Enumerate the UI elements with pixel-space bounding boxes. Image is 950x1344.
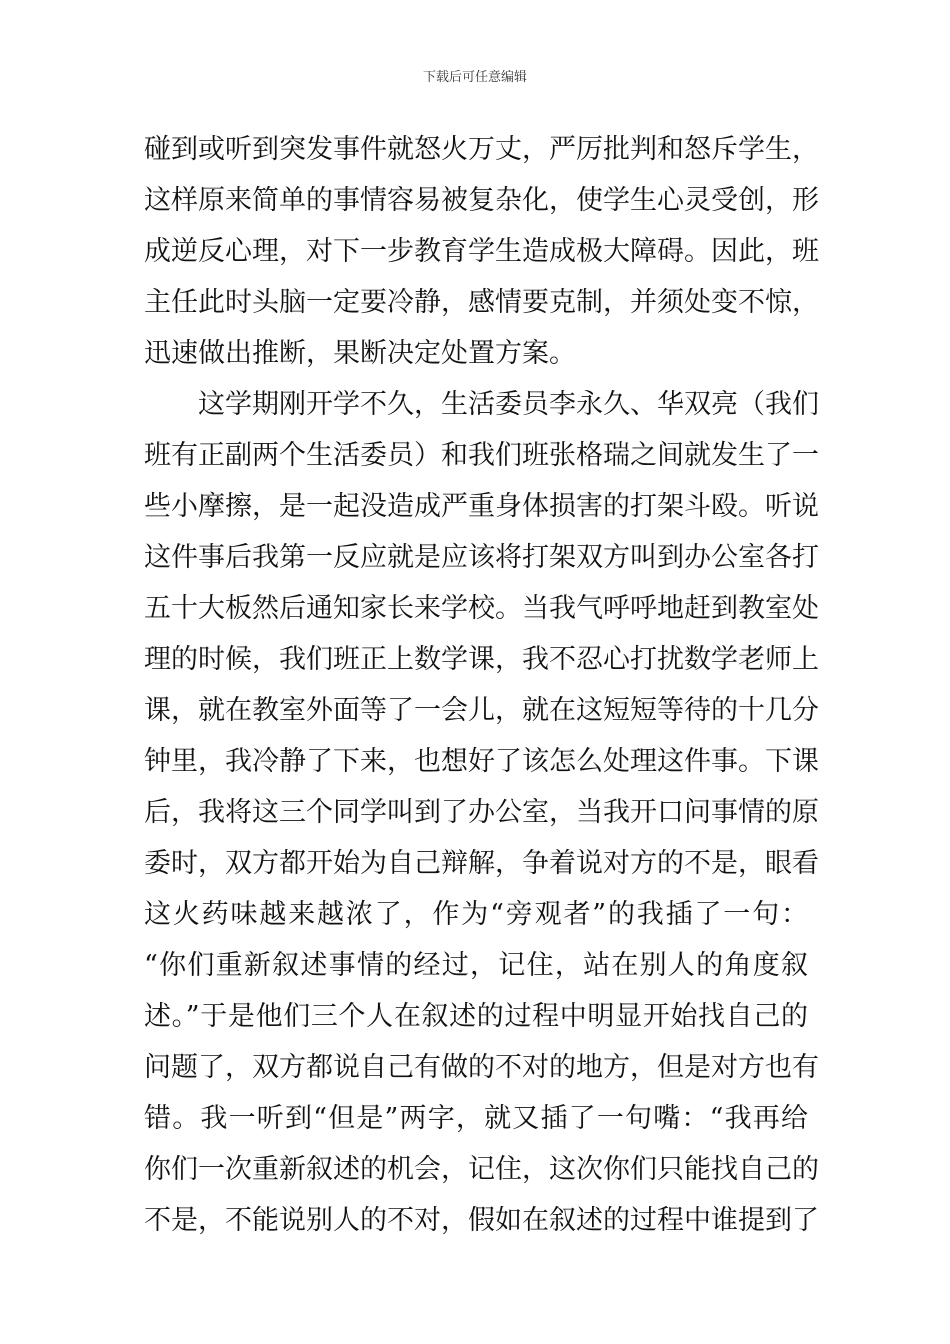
- text-line: 问题了，双方都说自己有做的不对的地方，但是对方也有: [144, 1052, 819, 1083]
- text-line: 错。我一听到“但是”两字，就又插了一句嘴：“我再给: [144, 1103, 808, 1134]
- text-line: 这学期刚开学不久，生活委员李永久、华双亮（我们: [144, 389, 819, 420]
- text-line: 这件事后我第一反应就是应该将打架双方叫到办公室各打: [144, 542, 819, 573]
- text-line: 钟里，我冷静了下来，也想好了该怎么处理这件事。下课: [144, 746, 819, 777]
- text-line: 迅速做出推断，果断决定处置方案。: [144, 338, 576, 369]
- text-line: 委时，双方都开始为自己辩解，争着说对方的不是，眼看: [144, 848, 819, 879]
- text-line: 后，我将这三个同学叫到了办公室，当我开口问事情的原: [144, 797, 819, 828]
- text-line: 五十大板然后通知家长来学校。当我气呼呼地赶到教室处: [144, 593, 819, 624]
- page-header-note: 下载后可任意编辑: [422, 70, 527, 85]
- text-line: 述。”于是他们三个人在叙述的过程中明显开始找自己的: [144, 1001, 808, 1032]
- document-body: [144, 124, 819, 1246]
- text-line: 课，就在教室外面等了一会儿，就在这短短等待的十几分: [144, 695, 819, 726]
- text-line: “你们重新叙述事情的经过，记住，站在别人的角度叙: [144, 950, 808, 981]
- text-line: 不是，不能说别人的不对，假如在叙述的过程中谁提到了: [144, 1205, 819, 1236]
- text-line: 这火药味越来越浓了，作为“旁观者”的我插了一句：: [144, 899, 808, 930]
- text-line: 碰到或听到突发事件就怒火万丈，严厉批判和怒斥学生，: [144, 134, 819, 165]
- text-line: 理的时候，我们班正上数学课，我不忍心打扰数学老师上: [144, 644, 819, 675]
- text-line: 成逆反心理，对下一步教育学生造成极大障碍。因此，班: [144, 236, 819, 267]
- text-line: 这样原来简单的事情容易被复杂化，使学生心灵受创，形: [144, 185, 819, 216]
- text-line: 班有正副两个生活委员）和我们班张格瑞之间就发生了一: [144, 440, 819, 471]
- text-line: 主任此时头脑一定要冷静，感情要克制，并须处变不惊，: [144, 287, 819, 318]
- text-line: 你们一次重新叙述的机会，记住，这次你们只能找自己的: [144, 1154, 819, 1185]
- text-line: 些小摩擦，是一起没造成严重身体损害的打架斗殴。听说: [144, 491, 819, 522]
